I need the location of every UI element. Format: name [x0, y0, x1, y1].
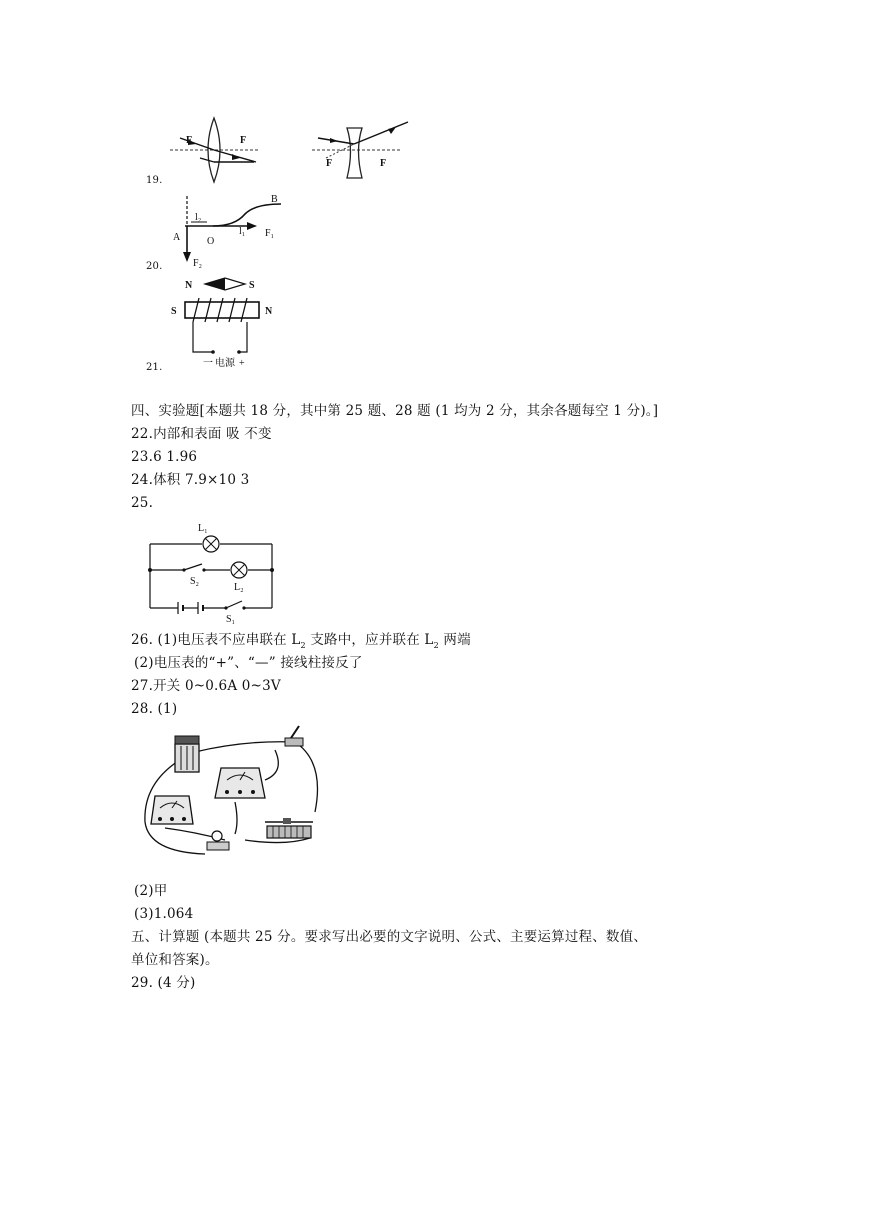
battery	[178, 602, 203, 614]
figure-21-electromagnet	[165, 272, 295, 372]
figure-20-number: 20.	[146, 261, 163, 272]
answer-25: 25.	[131, 495, 154, 511]
subscript-2: 2	[433, 641, 439, 650]
voltmeter	[215, 768, 265, 798]
lamp-l2-label: L₂	[234, 582, 244, 593]
coil-right-pole: N	[265, 306, 273, 317]
point-o: O	[207, 236, 215, 247]
figure-28-apparatus	[135, 722, 325, 862]
arm-l1: l₁	[239, 226, 246, 237]
answer-29: 29. (4 分)	[131, 975, 196, 991]
coil-left-pole: S	[171, 306, 177, 317]
figure-19-number: 19.	[146, 175, 163, 186]
convex-lens-diagram	[170, 118, 258, 182]
needle-s: S	[249, 280, 255, 291]
answer-22: 22.内部和表面 吸 不变	[131, 426, 272, 442]
figure-21-number: 21.	[146, 362, 163, 373]
convex-focus-right: F	[240, 135, 247, 146]
figure-19-lenses	[140, 110, 430, 190]
answer-26-part1	[131, 631, 471, 651]
figure-20-lever	[165, 192, 300, 272]
answer-26-part1-c: 两端	[438, 632, 471, 648]
needle-n: N	[185, 280, 193, 291]
point-b: B	[271, 194, 278, 205]
ammeter	[151, 796, 193, 824]
answer-28-part2: (2)甲	[134, 883, 168, 899]
section5-heading-line2: 单位和答案)。	[131, 952, 219, 968]
answer-23: 23.6 1.96	[131, 449, 198, 465]
subscript-2: 2	[300, 641, 306, 650]
knife-switch	[285, 726, 303, 746]
answer-26-part1-a: 26. (1)电压表不应串联在 L	[131, 632, 301, 648]
arm-l2: l₂	[195, 212, 202, 223]
rheostat	[265, 818, 313, 838]
lamp-holder	[207, 831, 229, 850]
figure-25-circuit	[140, 518, 280, 628]
concave-lens-diagram	[312, 122, 408, 178]
section5-heading-line1: 五、计算题 (本题共 25 分。要求写出必要的文字说明、公式、主要运算过程、数值、	[131, 929, 648, 945]
lamp-l1	[203, 536, 219, 552]
answer-28-part1: 28. (1)	[131, 701, 178, 717]
switch-s2	[182, 564, 205, 572]
answer-26-part2: (2)电压表的“+”、“—” 接线柱接反了	[134, 655, 363, 671]
answer-27: 27.开关 0~0.6A 0~3V	[131, 678, 281, 694]
battery-box	[175, 736, 199, 772]
answer-24: 24.体积 7.9×10 3	[131, 472, 250, 488]
switch-s1	[224, 601, 245, 610]
section4-heading: 四、实验题[本题共 18 分，其中第 25 题、28 题 (1 均为 2 分，其余各题每空 1 分)。]	[131, 403, 659, 419]
force-f2: F₂	[193, 258, 203, 269]
point-a: A	[173, 232, 181, 243]
answer-26-part1-b: 支路中，应并联在 L	[305, 632, 434, 648]
switch-s2-label: S₂	[190, 576, 200, 587]
concave-focus-right: F	[380, 158, 387, 169]
source-label: 电源	[215, 358, 235, 369]
lamp-l1-label: L₁	[198, 523, 208, 534]
switch-s1-label: S₁	[226, 614, 236, 625]
answer-28-part3: (3)1.064	[134, 906, 194, 922]
concave-focus-left: F	[326, 158, 333, 169]
convex-focus-left: F	[186, 135, 193, 146]
force-f1: F₁	[265, 228, 275, 239]
lamp-l2	[231, 562, 247, 578]
source-plus: +	[239, 358, 245, 369]
source-minus: 一	[203, 358, 213, 369]
